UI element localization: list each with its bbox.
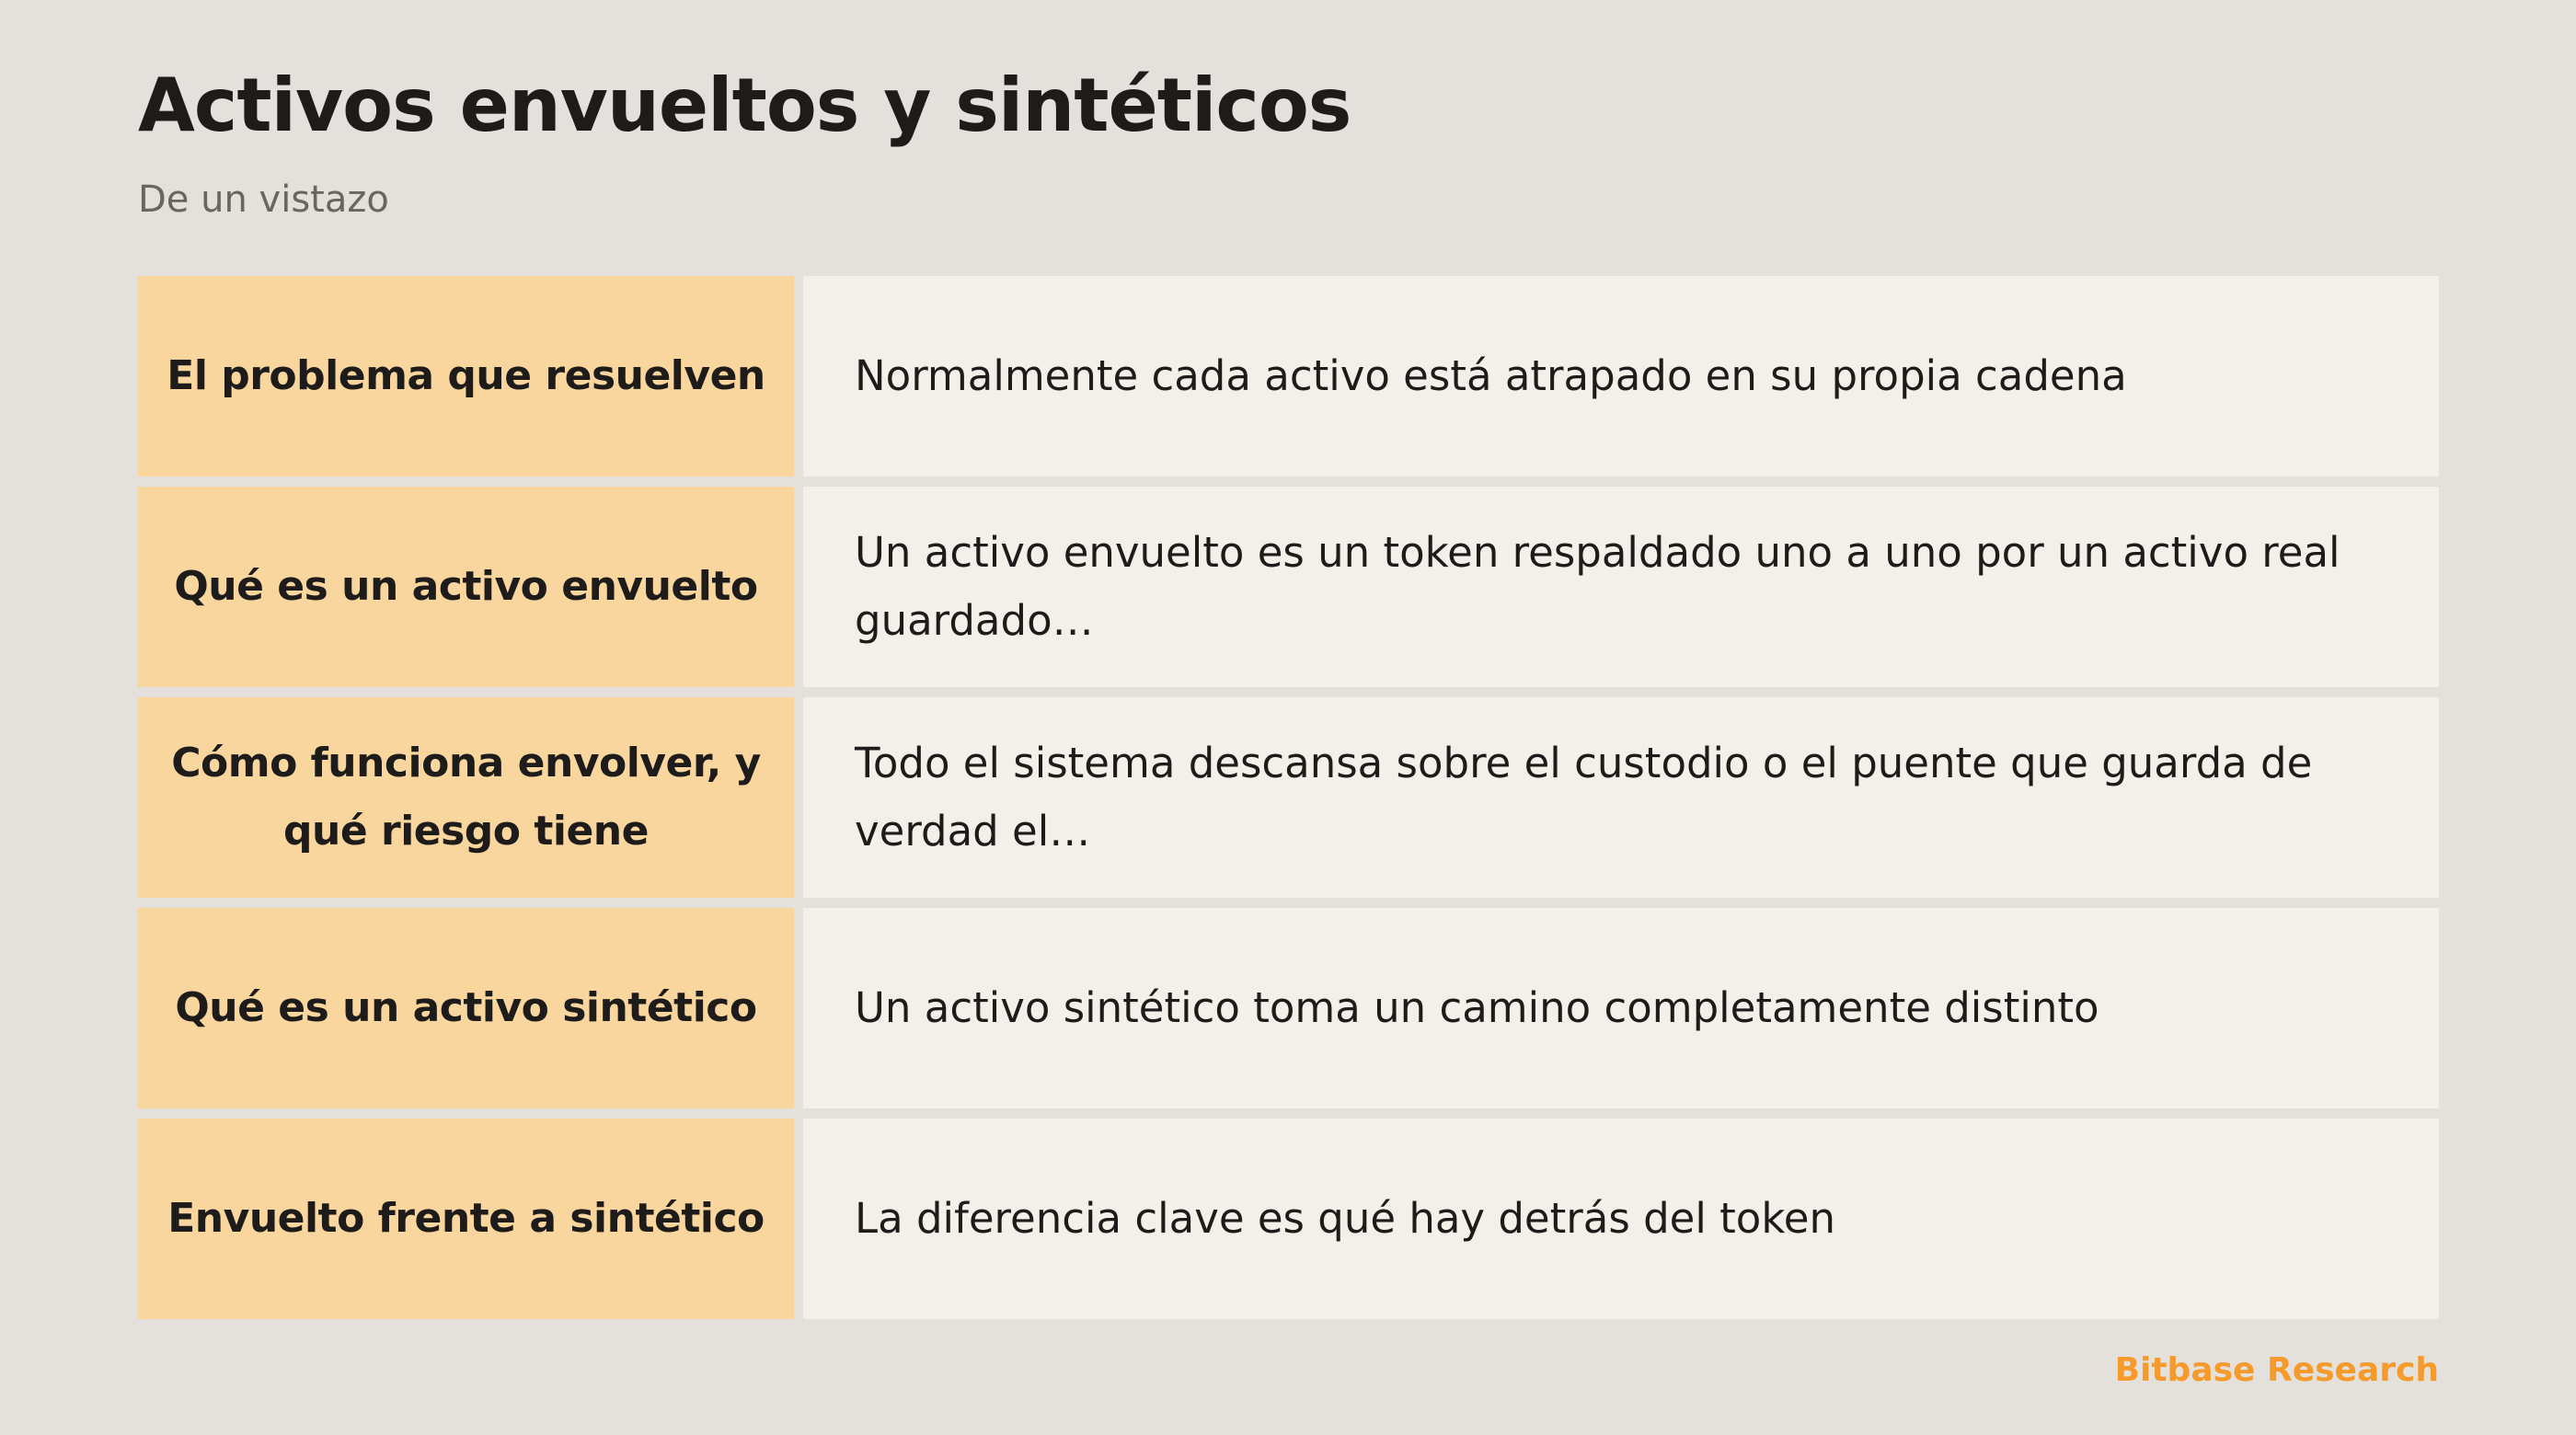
table-row (138, 1119, 2439, 1319)
row-label: Envuelto frente a sintético (138, 1119, 794, 1319)
summary-table (138, 276, 2439, 1319)
table-row (138, 487, 2439, 687)
table-row (138, 908, 2439, 1108)
row-label: El problema que resuelven (138, 276, 794, 476)
page-subtitle: De un vistazo (138, 178, 389, 221)
row-description: Un activo sintético toma un camino completamente distinto (803, 908, 2439, 1108)
brand-footer: Bitbase Research (2114, 1351, 2439, 1389)
row-description: Todo el sistema descansa sobre el custodio o el puente que guarda de verdad el… (803, 697, 2439, 898)
page-title: Activos envueltos y sintéticos (138, 63, 1351, 148)
row-label: Qué es un activo sintético (138, 908, 794, 1108)
row-description: Un activo envuelto es un token respaldado uno a uno por un activo real guardado… (803, 487, 2439, 687)
row-description: La diferencia clave es qué hay detrás del token (803, 1119, 2439, 1319)
table-row (138, 697, 2439, 898)
row-label: Cómo funciona envolver, y qué riesgo tiene (138, 697, 794, 898)
row-label: Qué es un activo envuelto (138, 487, 794, 687)
table-row (138, 276, 2439, 476)
row-description: Normalmente cada activo está atrapado en su propia cadena (803, 276, 2439, 476)
